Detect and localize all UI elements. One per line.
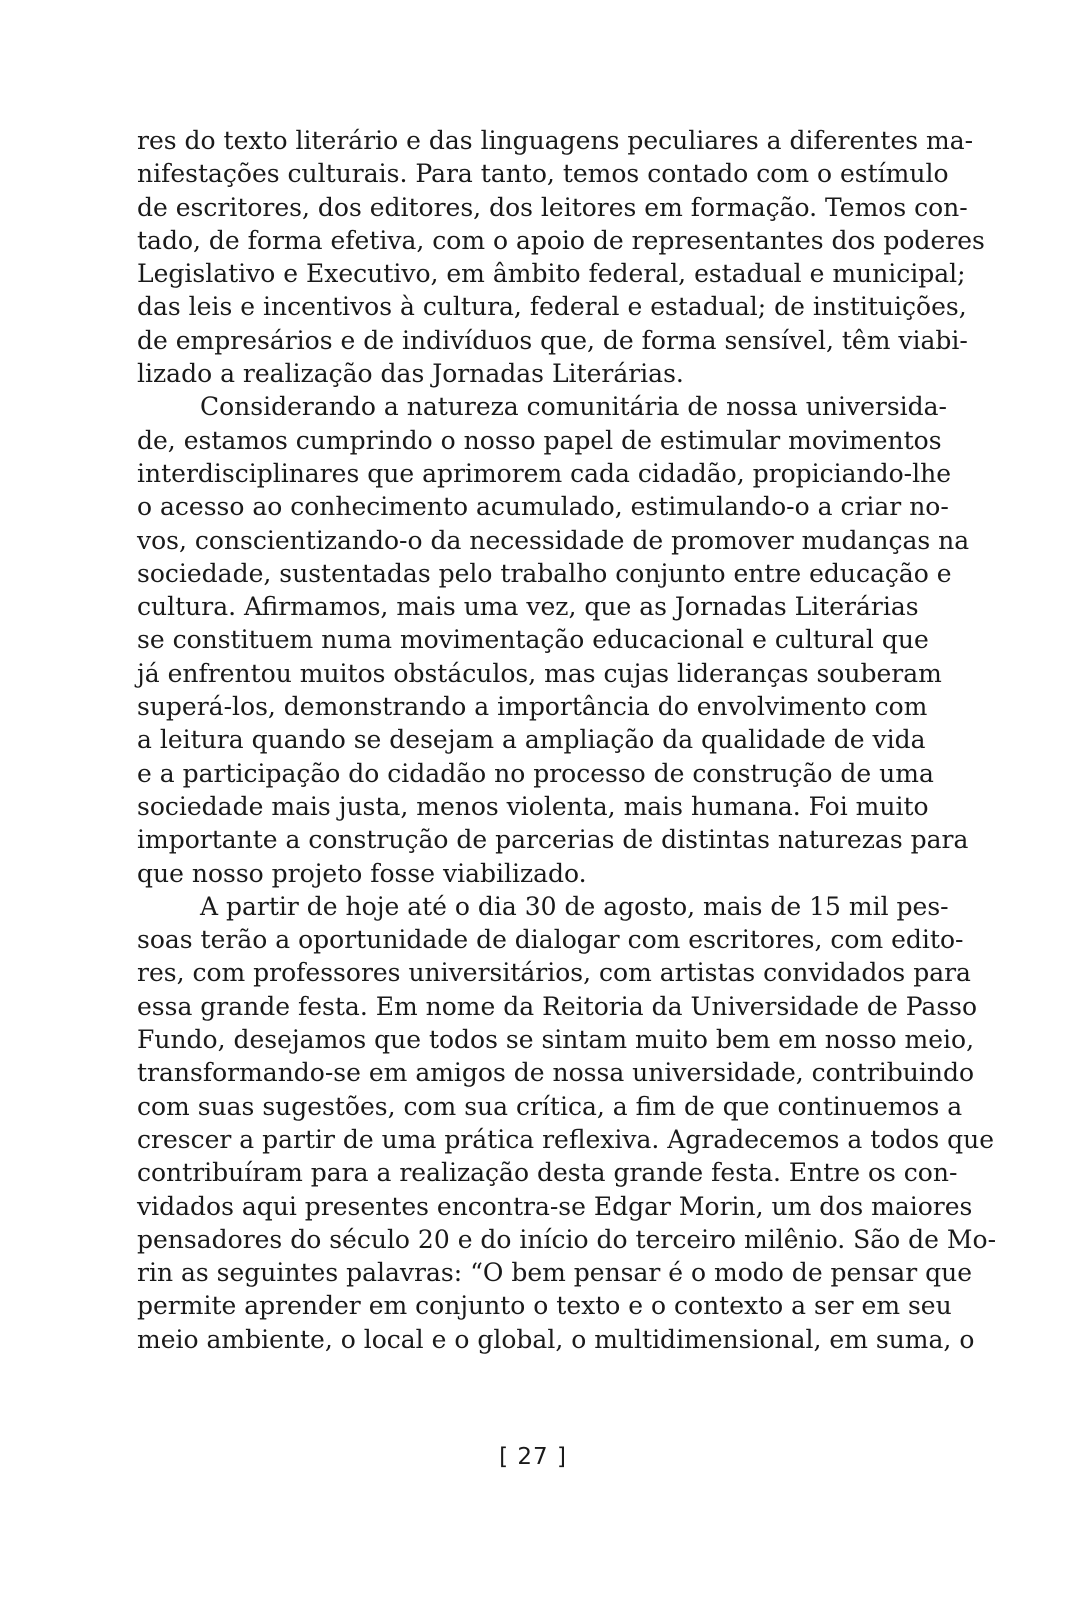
text-line: A partir de hoje até o dia 30 de agosto, mais de 15 mil pes- [200,891,949,921]
text-line: se constituem numa movimentação educacional e cultural que [137,625,929,655]
text-line: cultura. Afirmamos, mais uma vez, que as Jornadas Literárias [137,592,919,622]
text-line: lizado a realização das Jornadas Literárias. [137,359,684,389]
text-line: superá-los, demonstrando a importância do envolvimento com [137,692,928,722]
text-line: e a participação do cidadão no processo de construção de uma [137,758,934,788]
text-line: tado, de forma efetiva, com o apoio de representantes dos poderes [137,225,985,255]
text-line: de empresários e de indivíduos que, de forma sensível, têm viabi- [137,325,968,355]
text-line: sociedade, sustentadas pelo trabalho conjunto entre educação e [137,558,952,588]
text-line: já enfrentou muitos obstáculos, mas cujas lideranças souberam [137,658,942,688]
text-line: importante a construção de parcerias de distintas naturezas para [137,825,969,855]
text-line: interdisciplinares que aprimorem cada cidadão, propiciando-lhe [137,458,952,488]
text-line: transformando-se em amigos de nossa universidade, contribuindo [137,1058,975,1088]
text-line: essa grande festa. Em nome da Reitoria da Universidade de Passo [137,991,978,1021]
text-line: res do texto literário e das linguagens peculiares a diferentes ma- [137,126,974,155]
body-text [137,124,997,1356]
text-line: pensadores do século 20 e do início do terceiro milênio. São de Mo- [137,1224,997,1254]
text-line: nifestações culturais. Para tanto, temos contado com o estímulo [137,159,949,189]
text-line: das leis e incentivos à cultura, federal e estadual; de instituições, [137,292,967,322]
text-line: vidados aqui presentes encontra-se Edgar Morin, um dos maiores [137,1191,973,1221]
page-number: [ 27 ] [499,1444,567,1470]
text-line: a leitura quando se desejam a ampliação da qualidade de vida [137,725,926,755]
text-line: o acesso ao conhecimento acumulado, estimulando-o a criar no- [137,492,949,522]
text-line: meio ambiente, o local e o global, o multidimensional, em suma, o [137,1324,975,1354]
text-line: sociedade mais justa, menos violenta, mais humana. Foi muito [137,791,929,821]
text-line: Considerando a natureza comunitária de nossa universida- [200,392,947,422]
text-line: soas terão a oportunidade de dialogar com escritores, com edito- [137,925,964,955]
text-line: de escritores, dos editores, dos leitores em formação. Temos con- [137,192,968,222]
text-line: que nosso projeto fosse viabilizado. [137,858,587,888]
text-line: rin as seguintes palavras: “O bem pensar é o modo de pensar que [137,1258,972,1288]
text-line: crescer a partir de uma prática reflexiva. Agradecemos a todos que [137,1124,995,1154]
text-line: de, estamos cumprindo o nosso papel de estimular movimentos [137,425,942,455]
text-line: Fundo, desejamos que todos se sintam muito bem em nosso meio, [137,1025,975,1055]
text-line: com suas sugestões, com sua crítica, a fim de que continuemos a [137,1091,963,1121]
text-line: vos, conscientizando-o da necessidade de promover mudanças na [137,525,970,555]
text-line: permite aprender em conjunto o texto e o contexto a ser em seu [137,1291,952,1321]
text-line: contribuíram para a realização desta grande festa. Entre os con- [137,1158,958,1188]
text-line: res, com professores universitários, com artistas convidados para [137,958,971,988]
text-line: Legislativo e Executivo, em âmbito federal, estadual e municipal; [137,259,966,289]
